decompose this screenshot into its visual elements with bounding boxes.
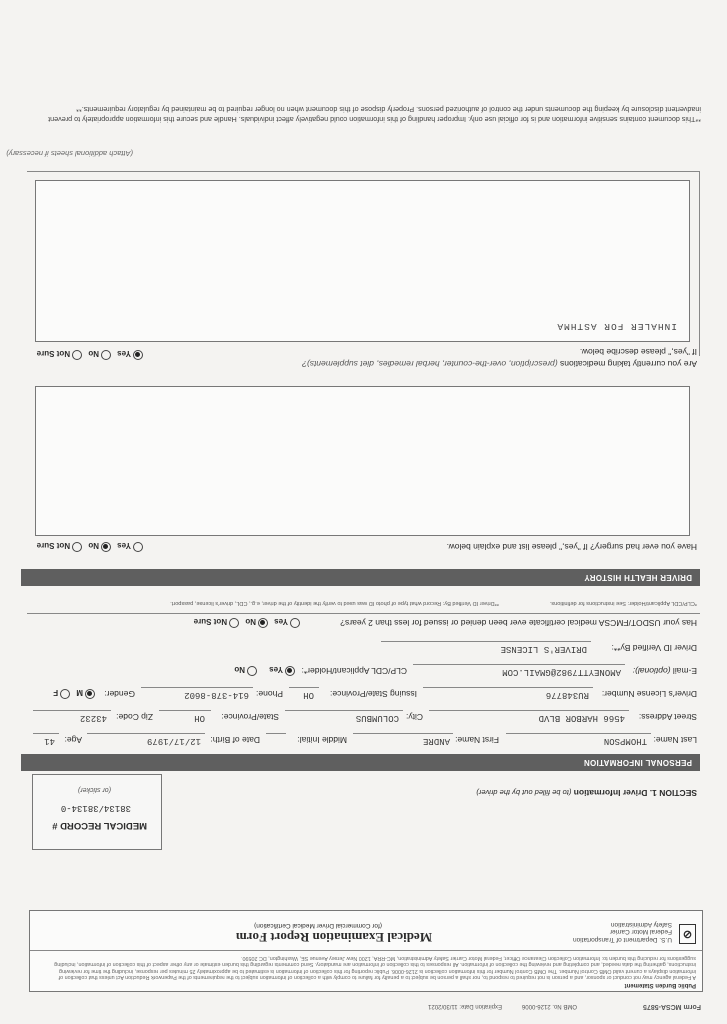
email-value[interactable]: AMONEYTT7982@GMAIL.COM: [502, 667, 621, 677]
confidentiality-notice: **This document contains sensitive information and is for official use only. Improper handling of this information could negatively affect individuals. Handle and secure this information appropriately to prevent inadvertent disclosure by keeping the documents under the control of authorized persons. Properly dispose of this document when no longer required to be maintained by regulatory requirements.**: [48, 105, 701, 124]
last-name-label: Last Name:: [653, 735, 697, 745]
state-label: State/Province:: [221, 712, 279, 722]
street-label: Street Address:: [638, 712, 697, 722]
medical-record-box: [32, 774, 162, 850]
state-value[interactable]: OH: [194, 713, 205, 723]
dob-label: Date of Birth:: [210, 735, 260, 745]
phone-value[interactable]: 614-378-8602: [184, 690, 249, 700]
medications-question: Are you currently taking medications (prescription, over-the-counter, herbal remedies, diet supplements)?: [302, 359, 697, 369]
section1-heading: SECTION 1. Driver Information (to be filled out by the driver): [476, 788, 697, 798]
driver-health-history-bar: DRIVER HEALTH HISTORY: [21, 569, 700, 586]
clp-no-radio[interactable]: [247, 666, 257, 676]
surgery-options: Yes No Not Sure: [37, 541, 147, 552]
medications-explanation-box[interactable]: [35, 180, 690, 342]
surgery-not-sure-radio[interactable]: [72, 542, 82, 552]
form-subtitle: (for Commercial Driver Medical Certification): [254, 922, 382, 929]
dot-seal-icon: ⊘: [679, 924, 696, 944]
license-label: Driver's License Number:: [601, 689, 697, 699]
clp-label: CLP/CDL Applicant/Holder*:: [301, 666, 407, 676]
issuing-state-value[interactable]: OH: [303, 690, 314, 700]
personal-information-bar: PERSONAL INFORMATION: [21, 754, 700, 771]
expiration-date: Expiration Date: 11/30/2021: [428, 1003, 502, 1009]
email-optional: (optional):: [632, 666, 671, 676]
denied-yes-radio[interactable]: [290, 618, 300, 628]
medical-record-label: MEDICAL RECORD #: [52, 820, 147, 831]
sticker-hint: (or sticker): [77, 786, 111, 793]
clp-options: Yes No: [234, 665, 299, 676]
agency-name: U.S. Department of Transportation Federal Motor Carrier Safety Administration: [573, 921, 672, 943]
surgery-explanation-box[interactable]: [35, 386, 690, 536]
burden-title: Public Burden Statement: [624, 982, 696, 988]
footnote-clp: *CLP/CDL Applicant/Holder: See instructions for definitions.: [549, 600, 697, 606]
age-value[interactable]: 41: [44, 736, 55, 746]
medical-record-number: 38134/38134-0: [60, 803, 131, 813]
middle-initial-label: Middle Initial:: [297, 735, 347, 745]
street-value[interactable]: 4566 HARBOR BLVD: [538, 713, 625, 723]
gender-label: Gender:: [104, 689, 135, 699]
zip-label: Zip Code:: [116, 712, 153, 722]
age-label: Age:: [64, 735, 82, 745]
medications-not-sure-radio[interactable]: [72, 350, 82, 360]
denied-no-radio[interactable]: [258, 618, 268, 628]
city-value[interactable]: COLUMBUS: [355, 713, 399, 723]
denied-options: Yes No Not Sure: [194, 617, 304, 628]
gender-options: M F: [53, 688, 99, 699]
denied-not-sure-radio[interactable]: [229, 618, 239, 628]
burden-statement-box: [29, 910, 703, 992]
footnote-id: **Driver ID Verified By: Record what type of photo ID was used to verify the identity of the driver, e.g., CDL, driver's license, passport.: [170, 600, 499, 606]
clp-yes-radio[interactable]: [285, 666, 295, 676]
medications-no-radio[interactable]: [101, 350, 111, 360]
surgery-question: Have you ever had surgery? If "yes," please list and explain below.: [446, 542, 697, 552]
gender-m-radio[interactable]: [85, 689, 95, 699]
zip-value[interactable]: 43232: [79, 713, 107, 723]
form-title: Medical Examination Report Form: [235, 930, 432, 945]
surgery-yes-radio[interactable]: [133, 542, 143, 552]
medications-answer: INHALER FOR ASTHMA: [556, 321, 677, 332]
last-name-value[interactable]: THOMPSON: [603, 736, 647, 746]
email-label: E-mail: [672, 666, 697, 676]
form-id: Form MCSA-5875: [643, 1003, 701, 1010]
medications-question-2: If "yes," please describe below.: [579, 347, 697, 357]
denied-question: Has your USDOT/FMCSA medical certificate ever been denied or issued for less than 2 years?: [340, 618, 697, 628]
license-value[interactable]: RU348776: [545, 690, 589, 700]
medications-options: Yes No Not Sure: [37, 349, 147, 360]
id-verified-value[interactable]: DRIVER'S LICENSE: [500, 644, 587, 654]
attach-sheets-note: (Attach additional sheets if necessary): [6, 149, 133, 158]
medications-yes-radio[interactable]: [133, 350, 143, 360]
phone-label: Phone:: [256, 689, 283, 699]
burden-text: A Federal agency may not conduct or sponsor, and a person is not required to respond to, nor shall a person be subject to a penalty for failure to comply with a collection of information subject to the requirements of the Paperwork Reduction Act unless that collection of information displays a current valid OMB Control Number. The OMB Control Number for this information collection is 2126-0006. Public reporting for this collection of information is estimated to be approximately 25 minutes per response, including the time for reviewing instructions, gathering the data needed, and completing and reviewing the collection of information. All responses to this collection of information are mandatory. Send comments regarding this burden estimate or any other aspect of this collection of information, including suggestions for reducing this burden to: Information Collection Clearance Officer, Federal Motor Carrier Safety Administration, MC-RRA, 1200 New Jersey Avenue SE, Washington, DC 20590.: [54, 954, 696, 980]
issuing-state-label: Issuing State/Province:: [330, 689, 417, 699]
first-name-value[interactable]: ANDRE: [422, 736, 450, 746]
dob-value[interactable]: 12/17/1979: [146, 736, 201, 746]
omb-number: OMB No. 2126-0006: [521, 1003, 577, 1009]
gender-f-radio[interactable]: [60, 689, 70, 699]
city-label: City:: [406, 712, 423, 722]
first-name-label: First Name:: [455, 735, 499, 745]
surgery-no-radio[interactable]: [101, 542, 111, 552]
id-verified-label: Driver ID Verified By**:: [611, 643, 697, 653]
